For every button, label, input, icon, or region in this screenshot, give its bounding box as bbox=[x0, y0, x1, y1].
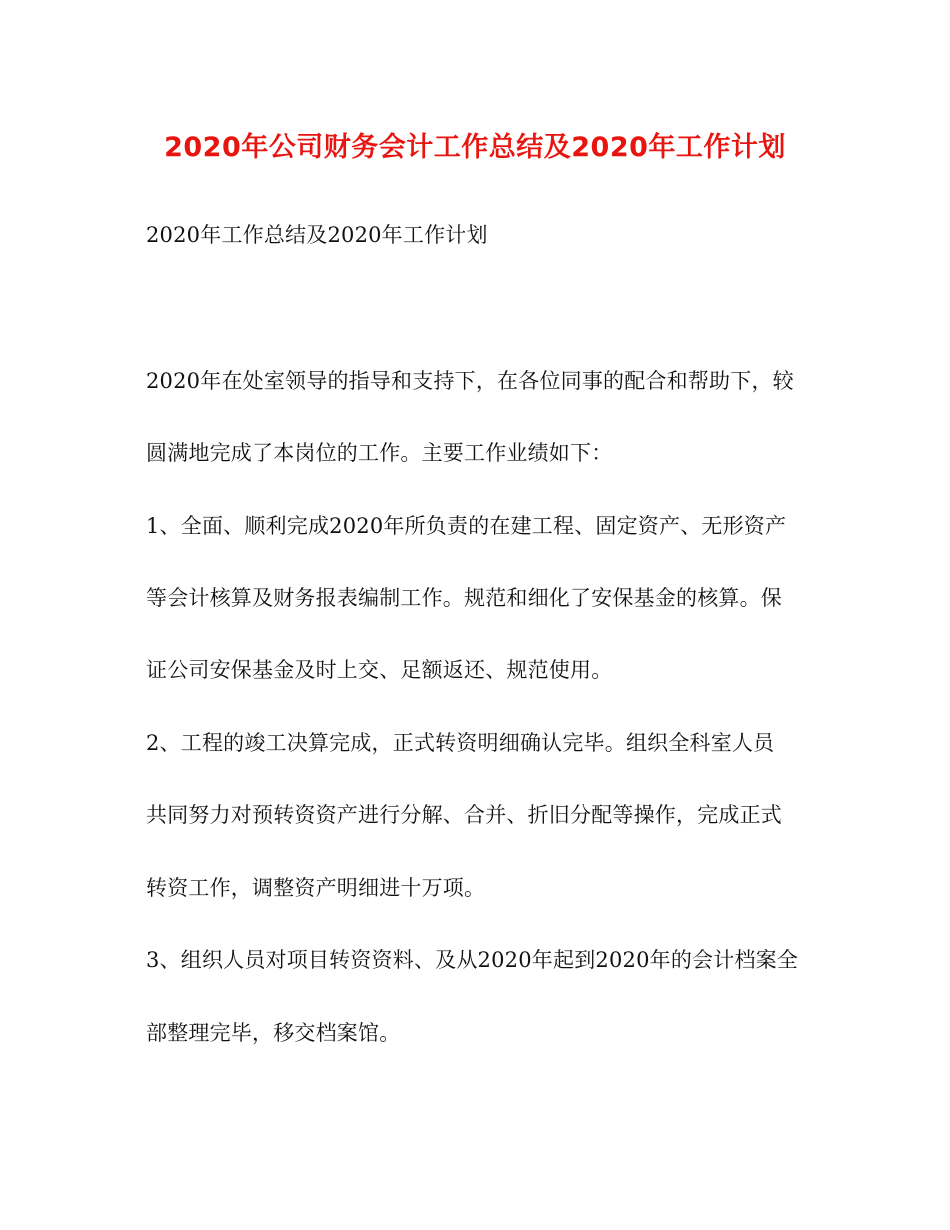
paragraph-line: 2、工程的竣工决算完成，正式转资明细确认完毕。组织全科室人员 bbox=[146, 731, 775, 755]
paragraph-line: 共同努力对预转资资产进行分解、合并、折旧分配等操作，完成正式 bbox=[146, 803, 782, 827]
paragraph-line: 2020年在处室领导的指导和支持下，在各位同事的配合和帮助下，较 bbox=[146, 369, 794, 393]
paragraph-line: 圆满地完成了本岗位的工作。主要工作业绩如下： bbox=[146, 441, 613, 465]
paragraph-line: 3、组织人员对项目转资资料、及从2020年起到2020年的会计档案全 bbox=[146, 948, 799, 972]
paragraph-line: 部整理完毕，移交档案馆。 bbox=[146, 1021, 401, 1045]
paragraph-line: 转资工作，调整资产明细进十万项。 bbox=[146, 876, 486, 900]
paragraph-line: 等会计核算及财务报表编制工作。规范和细化了安保基金的核算。保 bbox=[146, 586, 782, 610]
document-subtitle: 2020年工作总结及2020年工作计划 bbox=[146, 223, 488, 247]
paragraph-line: 证公司安保基金及时上交、足额返还、规范使用。 bbox=[146, 658, 613, 682]
document-title: 2020年公司财务会计工作总结及2020年工作计划 bbox=[164, 132, 786, 163]
paragraph-line: 1、全面、顺利完成2020年所负责的在建工程、固定资产、无形资产 bbox=[146, 514, 787, 538]
